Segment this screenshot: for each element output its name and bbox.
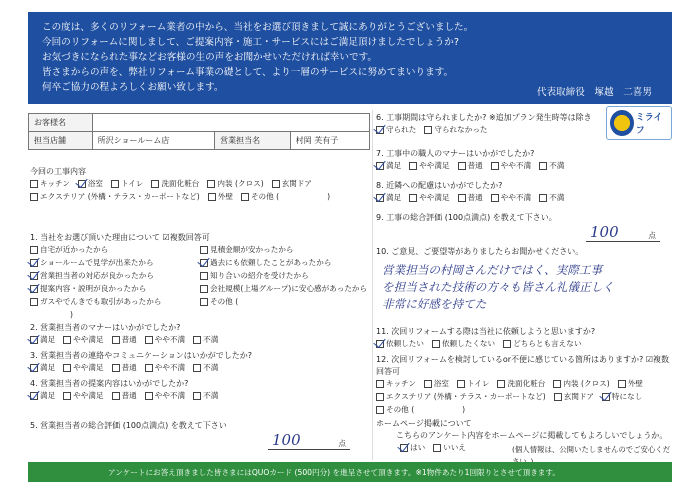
option-label: エクステリア (外構・テラス・カーポートなど) bbox=[386, 392, 546, 401]
option-item[interactable] bbox=[30, 283, 192, 295]
checkbox[interactable] bbox=[63, 392, 71, 400]
option-item[interactable] bbox=[424, 124, 487, 136]
store-field[interactable]: 所沢ショールーム店 bbox=[92, 132, 214, 150]
checkbox[interactable] bbox=[111, 180, 119, 188]
q5-unit: 点 bbox=[338, 439, 346, 448]
option-label: 不満 bbox=[203, 363, 219, 372]
checkbox[interactable] bbox=[432, 340, 440, 348]
option-label: トイレ bbox=[467, 379, 490, 388]
q9-score-field[interactable] bbox=[586, 220, 660, 242]
checkbox[interactable] bbox=[200, 298, 208, 306]
q5-title: 5. 営業担当者の総合評価 (100点満点) を教えて下さい bbox=[30, 421, 227, 430]
q12-title: 12. 次回リフォームを検討しているor不便に感じている箇所はありますか? ☑複数回答可 bbox=[376, 355, 670, 376]
checkbox[interactable] bbox=[30, 246, 38, 254]
checkbox[interactable] bbox=[200, 246, 208, 254]
greeting-line: 皆さまからの声を、弊社リフォーム事業の礎として、より一層のサービスに努めてまいります。 bbox=[42, 67, 454, 78]
option-label: やや不満 bbox=[500, 193, 532, 202]
option-item[interactable] bbox=[376, 391, 546, 403]
option-item[interactable] bbox=[618, 378, 643, 390]
comment-line: 営業担当の村岡さんだけではく、実際工事 bbox=[382, 263, 603, 277]
option-label: 浴室 bbox=[87, 179, 104, 188]
option-label: 浴室 bbox=[433, 379, 450, 388]
q5-score-field[interactable] bbox=[268, 428, 350, 450]
option-item[interactable] bbox=[200, 270, 362, 282]
option-label: 守られなかった bbox=[434, 125, 488, 134]
option-item[interactable] bbox=[112, 334, 137, 346]
checkbox[interactable] bbox=[30, 180, 38, 188]
checkbox[interactable] bbox=[376, 406, 384, 414]
checkbox[interactable] bbox=[241, 193, 249, 201]
checkbox[interactable] bbox=[208, 193, 216, 201]
option-item[interactable] bbox=[145, 390, 185, 402]
q9-title: 9. 工事の総合評価 (100点満点) を教えて下さい。 bbox=[376, 213, 557, 222]
store-label: 担当店舗 bbox=[29, 132, 93, 150]
option-item[interactable] bbox=[78, 178, 103, 190]
option-item[interactable] bbox=[409, 160, 449, 172]
checkbox[interactable] bbox=[200, 285, 208, 293]
checkbox[interactable] bbox=[207, 180, 215, 188]
option-item[interactable] bbox=[112, 362, 137, 374]
q10-comment-field[interactable] bbox=[382, 262, 672, 322]
option-item[interactable] bbox=[112, 390, 137, 402]
q8-options bbox=[376, 192, 672, 204]
staff-label: 営業担当名 bbox=[215, 132, 291, 150]
option-label: やや満足 bbox=[73, 363, 104, 372]
q1-title: 1. 当社をお選び頂いた理由について ☑複数回答可 bbox=[30, 233, 210, 242]
option-item[interactable] bbox=[30, 362, 55, 374]
option-label: 普通 bbox=[121, 335, 137, 344]
option-label: やや満足 bbox=[419, 193, 450, 202]
option-label: 特になし bbox=[611, 392, 643, 401]
checkbox[interactable] bbox=[193, 364, 201, 372]
checkbox[interactable] bbox=[424, 126, 432, 134]
option-item[interactable] bbox=[376, 404, 414, 416]
option-label: やや不満 bbox=[154, 335, 186, 344]
checkbox[interactable] bbox=[63, 336, 71, 344]
option-label: 不満 bbox=[549, 161, 565, 170]
checkbox[interactable] bbox=[193, 392, 201, 400]
checkbox[interactable] bbox=[497, 380, 505, 388]
greeting-line: 何卒ご協力の程よろしくお願い致します。 bbox=[42, 82, 224, 93]
checkbox[interactable] bbox=[458, 162, 466, 170]
option-item[interactable] bbox=[193, 334, 218, 346]
option-item[interactable] bbox=[30, 270, 192, 282]
work-section bbox=[30, 166, 370, 203]
option-item[interactable] bbox=[208, 191, 233, 203]
option-item[interactable] bbox=[193, 390, 218, 402]
option-item[interactable] bbox=[63, 362, 103, 374]
option-label: ショールームで見学が出来たから bbox=[40, 258, 154, 267]
homepage-question: こちらのアンケート内容をホームページに掲載してもよろしいでしょうか。 bbox=[396, 431, 668, 440]
option-item[interactable] bbox=[200, 244, 362, 256]
option-item[interactable] bbox=[241, 191, 279, 203]
q8-title: 8. 近隣への配慮はいかがでしたか? bbox=[376, 181, 503, 190]
checkbox[interactable] bbox=[424, 380, 432, 388]
option-label: 依頼したくない bbox=[441, 339, 496, 348]
option-label: 内装 (クロス) bbox=[563, 379, 610, 388]
footer-text: アンケートにお答え頂きました皆さまにはQUOカード (500円分) を進呈させて頂きます。※1物件あたり1回限りとさせて頂きます。 bbox=[108, 467, 560, 477]
customer-field[interactable] bbox=[92, 114, 369, 132]
checked-checkbox[interactable] bbox=[30, 392, 38, 400]
q5-section bbox=[30, 420, 280, 432]
option-label: 満足 bbox=[386, 161, 402, 170]
checkbox[interactable] bbox=[491, 194, 499, 202]
customer-label: お客様名 bbox=[29, 114, 93, 132]
option-item[interactable] bbox=[193, 362, 218, 374]
option-item[interactable] bbox=[491, 160, 531, 172]
option-item[interactable] bbox=[491, 192, 531, 204]
option-label: 内装 (クロス) bbox=[217, 179, 264, 188]
checkbox[interactable] bbox=[63, 364, 71, 372]
option-item[interactable] bbox=[145, 362, 185, 374]
option-label: その他 ( bbox=[210, 297, 239, 306]
q9-score: 100 bbox=[590, 223, 619, 241]
option-item[interactable] bbox=[30, 191, 200, 203]
option-item[interactable] bbox=[400, 442, 425, 454]
sun-icon bbox=[610, 110, 634, 136]
option-label: やや満足 bbox=[73, 391, 104, 400]
checkbox[interactable] bbox=[151, 180, 159, 188]
option-label: 提案内容・説明が良かったから bbox=[40, 284, 147, 293]
checkbox[interactable] bbox=[503, 340, 511, 348]
q2-section bbox=[30, 322, 370, 346]
option-label: 自宅が近かったから bbox=[40, 245, 109, 254]
option-label: 知り合いの紹介を受けたから bbox=[210, 271, 309, 280]
footer-banner bbox=[28, 462, 672, 482]
option-item[interactable] bbox=[151, 178, 199, 190]
option-item[interactable] bbox=[554, 391, 594, 403]
q7-title: 7. 工事中の職人のマナーはいかがでしたか? bbox=[376, 149, 535, 158]
greeting-line: お気づきになられた事などお客様の生の声をお聞かせいただければ幸いです。 bbox=[42, 52, 378, 63]
homepage-title: ホームページ掲載について bbox=[376, 419, 472, 428]
option-label: キッチン bbox=[40, 179, 70, 188]
option-label: 洗面化粧台 bbox=[161, 179, 200, 188]
q9-section bbox=[376, 212, 596, 224]
option-item[interactable] bbox=[376, 160, 401, 172]
q4-section bbox=[30, 378, 370, 402]
option-item[interactable] bbox=[424, 378, 449, 390]
option-label: その他 ( bbox=[250, 192, 280, 201]
checkbox[interactable] bbox=[409, 162, 417, 170]
checkbox[interactable] bbox=[618, 380, 626, 388]
option-item[interactable] bbox=[63, 390, 103, 402]
option-label: 外壁 bbox=[627, 379, 643, 388]
option-label: 依頼したい bbox=[386, 339, 424, 348]
option-label: やや満足 bbox=[419, 161, 450, 170]
checkbox[interactable] bbox=[200, 272, 208, 280]
option-item[interactable] bbox=[376, 338, 424, 350]
checked-checkbox[interactable] bbox=[30, 259, 38, 267]
option-label: やや不満 bbox=[154, 391, 186, 400]
option-item[interactable] bbox=[30, 296, 192, 308]
logo-text: ミライフ bbox=[635, 113, 663, 136]
option-label: やや満足 bbox=[73, 335, 104, 344]
option-label: 普通 bbox=[467, 193, 483, 202]
option-item[interactable] bbox=[602, 391, 642, 403]
option-item[interactable] bbox=[272, 178, 312, 190]
q4-title: 4. 営業担当者の提案内容はいかがでしたか? bbox=[30, 379, 189, 388]
q10-title: 10. ご意見、ご要望等がありましたらお聞かせください。 bbox=[376, 247, 584, 256]
option-item[interactable] bbox=[458, 160, 483, 172]
option-label: はい bbox=[410, 443, 426, 452]
q11-title: 11. 次回リフォームする際は当社に依頼しようと思いますか? bbox=[376, 327, 596, 336]
checked-checkbox[interactable] bbox=[30, 285, 38, 293]
q12-section bbox=[376, 354, 672, 416]
option-label: 外壁 bbox=[217, 192, 233, 201]
q5-score: 100 bbox=[272, 431, 301, 449]
comment-line: 非常に好感を持てた bbox=[382, 297, 487, 311]
option-item[interactable] bbox=[376, 378, 416, 390]
option-label: その他 ( bbox=[386, 405, 415, 414]
q1-section bbox=[30, 232, 370, 321]
checkbox[interactable] bbox=[491, 162, 499, 170]
checked-checkbox[interactable] bbox=[30, 336, 38, 344]
option-label: 満足 bbox=[40, 335, 56, 344]
option-item[interactable] bbox=[497, 378, 545, 390]
staff-field[interactable]: 村岡 芙有子 bbox=[290, 132, 369, 150]
option-item[interactable] bbox=[376, 124, 416, 136]
q3-options bbox=[30, 362, 370, 374]
checkbox[interactable] bbox=[112, 364, 120, 372]
work-options bbox=[30, 178, 370, 203]
q6-section bbox=[376, 112, 604, 136]
option-item[interactable] bbox=[30, 257, 192, 269]
checkbox[interactable] bbox=[30, 298, 38, 306]
option-item[interactable] bbox=[30, 390, 55, 402]
checkbox[interactable] bbox=[539, 162, 547, 170]
signature: 代表取締役 塚越 二喜男 bbox=[536, 87, 652, 98]
option-label: 満足 bbox=[40, 391, 56, 400]
option-label: 不満 bbox=[203, 391, 219, 400]
checked-checkbox[interactable] bbox=[602, 393, 610, 401]
q9-unit: 点 bbox=[648, 231, 656, 240]
option-label: いいえ bbox=[443, 443, 466, 452]
checkbox[interactable] bbox=[193, 336, 201, 344]
greeting-line: 今回のリフォームに関しまして、ご提案内容・施工・サービスにはご満足頂けましたでしょうか? bbox=[42, 37, 459, 48]
comment-line: を担当された技術の方々も皆さん礼儀正しく bbox=[382, 280, 614, 294]
option-item[interactable] bbox=[553, 378, 609, 390]
option-item[interactable] bbox=[409, 192, 449, 204]
option-item[interactable] bbox=[30, 178, 70, 190]
option-label: 不満 bbox=[203, 335, 219, 344]
checkbox[interactable] bbox=[376, 380, 384, 388]
option-item[interactable] bbox=[539, 160, 564, 172]
q6-title: 6. 工事期間は守られましたか? ※追加プラン発生時等は除き bbox=[376, 113, 592, 122]
option-label: 玄関ドア bbox=[563, 392, 594, 401]
q12-options bbox=[376, 378, 672, 416]
option-item[interactable] bbox=[63, 334, 103, 346]
checkbox[interactable] bbox=[539, 194, 547, 202]
option-item[interactable] bbox=[30, 334, 55, 346]
q6-options bbox=[376, 124, 604, 136]
option-label: 過去にも依頼したことがあったから bbox=[210, 258, 332, 267]
checkbox[interactable] bbox=[112, 336, 120, 344]
option-label: 普通 bbox=[467, 161, 483, 170]
q7-section bbox=[376, 148, 672, 172]
checked-checkbox[interactable] bbox=[78, 180, 86, 188]
option-label: 洗面化粧台 bbox=[507, 379, 546, 388]
checkbox[interactable] bbox=[457, 380, 465, 388]
option-item[interactable] bbox=[376, 192, 401, 204]
checkbox[interactable] bbox=[554, 393, 562, 401]
checkbox[interactable] bbox=[145, 336, 153, 344]
checked-checkbox[interactable] bbox=[30, 272, 38, 280]
option-item[interactable] bbox=[458, 192, 483, 204]
option-label: やや不満 bbox=[500, 161, 532, 170]
checked-checkbox[interactable] bbox=[30, 364, 38, 372]
option-label: 玄関ドア bbox=[281, 179, 312, 188]
company-logo bbox=[606, 106, 672, 140]
greeting-line: この度は、多くのリフォーム業者の中から、当社をお選び頂きまして誠にありがとうございました。 bbox=[42, 22, 474, 33]
checked-checkbox[interactable] bbox=[376, 162, 384, 170]
option-label: 満足 bbox=[40, 363, 56, 372]
option-item[interactable] bbox=[200, 283, 368, 295]
option-item[interactable] bbox=[200, 296, 362, 308]
checked-checkbox[interactable] bbox=[376, 126, 384, 134]
option-label: 見積金額が安かったから bbox=[210, 245, 294, 254]
q8-section bbox=[376, 180, 672, 204]
checkbox[interactable] bbox=[272, 180, 280, 188]
checkbox[interactable] bbox=[145, 364, 153, 372]
q3-section bbox=[30, 350, 370, 374]
q7-options bbox=[376, 160, 672, 172]
option-label: 普通 bbox=[121, 363, 137, 372]
checkbox[interactable] bbox=[553, 380, 561, 388]
option-item[interactable] bbox=[503, 338, 581, 350]
option-item[interactable] bbox=[457, 378, 489, 390]
q11-options bbox=[376, 338, 672, 350]
option-item[interactable] bbox=[207, 178, 263, 190]
q2-options bbox=[30, 334, 370, 346]
q2-title: 2. 営業担当者のマナーはいかがでしたか? bbox=[30, 323, 181, 332]
checkbox[interactable] bbox=[433, 444, 441, 452]
checked-checkbox[interactable] bbox=[376, 340, 384, 348]
checked-checkbox[interactable] bbox=[200, 259, 208, 267]
option-label: キッチン bbox=[386, 379, 416, 388]
q1-options bbox=[30, 244, 370, 321]
option-item[interactable] bbox=[433, 442, 466, 454]
q3-title: 3. 営業担当者の連絡やコミュニケーションはいかがでしたか? bbox=[30, 351, 252, 360]
option-item[interactable] bbox=[200, 257, 362, 269]
option-label: どちらとも言えない bbox=[513, 339, 582, 348]
option-item[interactable] bbox=[30, 244, 192, 256]
option-label: 不満 bbox=[549, 193, 565, 202]
checkbox[interactable] bbox=[30, 193, 38, 201]
option-item[interactable] bbox=[145, 334, 185, 346]
checkbox[interactable] bbox=[112, 392, 120, 400]
checkbox[interactable] bbox=[458, 194, 466, 202]
other-close: ) bbox=[327, 192, 331, 201]
other-close: ) bbox=[462, 405, 466, 414]
work-title: 今回の工事内容 bbox=[30, 167, 86, 176]
option-label: 守られた bbox=[386, 125, 417, 134]
other-close: ) bbox=[70, 310, 73, 319]
option-label: 会社規模(上場グループ)に安心感があったから bbox=[210, 284, 368, 293]
column-divider bbox=[372, 110, 373, 460]
homepage-note: (個人情報は、公開いたしませんのでご安心くだ bbox=[512, 445, 671, 454]
option-label: トイレ bbox=[121, 179, 144, 188]
option-item[interactable] bbox=[111, 178, 143, 190]
option-item[interactable] bbox=[432, 338, 495, 350]
q10-section bbox=[376, 246, 672, 258]
greeting-banner bbox=[28, 12, 672, 104]
option-label: 営業担当者の対応が良かったから bbox=[40, 271, 154, 280]
option-label: ガスやでんきでも取引があったから bbox=[40, 297, 162, 306]
option-label: やや不満 bbox=[154, 363, 186, 372]
option-item[interactable] bbox=[539, 192, 564, 204]
q4-options bbox=[30, 390, 370, 402]
customer-info-table bbox=[28, 113, 370, 150]
checked-checkbox[interactable] bbox=[400, 444, 408, 452]
option-label: 普通 bbox=[121, 391, 137, 400]
option-label: エクステリア (外構・テラス・カーポートなど) bbox=[40, 192, 200, 201]
checkbox[interactable] bbox=[409, 194, 417, 202]
option-label: 満足 bbox=[386, 193, 402, 202]
checkbox[interactable] bbox=[376, 393, 384, 401]
checked-checkbox[interactable] bbox=[376, 194, 384, 202]
checkbox[interactable] bbox=[145, 392, 153, 400]
q11-section bbox=[376, 326, 672, 350]
